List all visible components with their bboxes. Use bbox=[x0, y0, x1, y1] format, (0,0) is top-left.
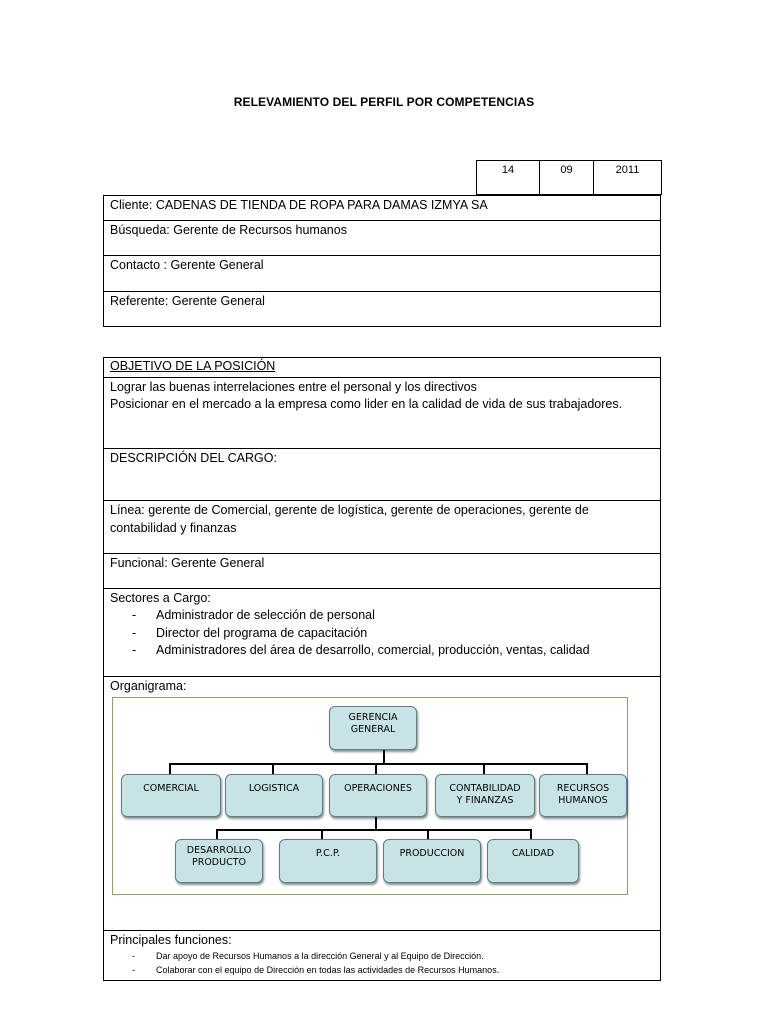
description-heading: DESCRIPCIÓN DEL CARGO: bbox=[104, 448, 661, 500]
functional-row: Funcional: Gerente General bbox=[104, 553, 661, 588]
referent-row: Referente: Gerente General bbox=[104, 292, 661, 327]
org-box-desarrollo-producto: DESARROLLO PRODUCTO bbox=[175, 839, 263, 883]
date-day: 14 bbox=[477, 161, 540, 195]
objective-line-1: Lograr las buenas interrelaciones entre el personal y los directivos bbox=[110, 379, 477, 394]
org-box-gerencia-general: GERENCIA GENERAL bbox=[329, 706, 417, 750]
objective-heading-text: OBJETIVO DE LA POSICIÓN bbox=[110, 359, 276, 373]
org-connector bbox=[169, 763, 586, 765]
org-box-calidad: CALIDAD bbox=[487, 839, 579, 883]
sectors-heading: Sectores a Cargo: bbox=[110, 590, 211, 605]
line-section bbox=[104, 500, 661, 553]
date-year: 2011 bbox=[594, 161, 662, 195]
org-box-comercial: COMERCIAL bbox=[121, 774, 221, 817]
date-month: 09 bbox=[540, 161, 594, 195]
profile-table bbox=[103, 357, 661, 981]
org-box-produccion: PRODUCCION bbox=[383, 839, 481, 883]
org-box-logistica: LOGISTICA bbox=[225, 774, 323, 817]
sectors-list bbox=[110, 607, 654, 660]
functions-heading: Principales funciones: bbox=[110, 932, 232, 947]
org-connector bbox=[216, 829, 530, 831]
org-box-recursos-humanos: RECURSOS HUMANOS bbox=[539, 774, 627, 817]
list-item: - Colaborar con el equipo de Dirección en todas las actividades de Recursos Humanos. bbox=[110, 963, 654, 977]
org-connector bbox=[383, 750, 385, 764]
objective-heading bbox=[104, 358, 661, 378]
org-chart-heading: Organigrama: bbox=[110, 678, 187, 693]
sectors-section bbox=[104, 588, 661, 676]
org-box-operaciones: OPERACIONES bbox=[329, 774, 427, 817]
date-table bbox=[476, 160, 662, 195]
objective-line-2: Posicionar en el mercado a la empresa como lider en la calidad de vida de sus trabajadores. bbox=[110, 397, 623, 411]
objective-body bbox=[104, 377, 661, 448]
contact-row: Contacto : Gerente General bbox=[104, 256, 661, 292]
list-item: - Director del programa de capacitación bbox=[110, 625, 654, 643]
functions-section bbox=[104, 930, 661, 980]
org-chart bbox=[112, 697, 628, 895]
line-text-1: Línea: gerente de Comercial, gerente de logística, gerente de operaciones, gerente de bbox=[110, 502, 589, 517]
client-table bbox=[103, 195, 661, 327]
org-chart-section bbox=[104, 676, 661, 930]
list-item: - Dar apoyo de Recursos Humanos a la dirección General y al Equipo de Dirección. bbox=[110, 949, 654, 963]
org-box-contabilidad: CONTABILIDAD Y FINANZAS bbox=[435, 774, 535, 817]
client-row: Cliente: CADENAS DE TIENDA DE ROPA PARA DAMAS IZMYA SA bbox=[104, 196, 661, 221]
list-item: - Administrador de selección de personal bbox=[110, 607, 654, 625]
org-box-pcp: P.C.P. bbox=[279, 839, 377, 883]
page-title: RELEVAMIENTO DEL PERFIL POR COMPETENCIAS bbox=[233, 95, 535, 109]
functions-list bbox=[110, 949, 654, 977]
list-item: - Administradores del área de desarrollo, comercial, producción, ventas, calidad bbox=[110, 642, 654, 660]
search-row: Búsqueda: Gerente de Recursos humanos bbox=[104, 221, 661, 256]
line-text-2: contabilidad y finanzas bbox=[110, 520, 237, 535]
